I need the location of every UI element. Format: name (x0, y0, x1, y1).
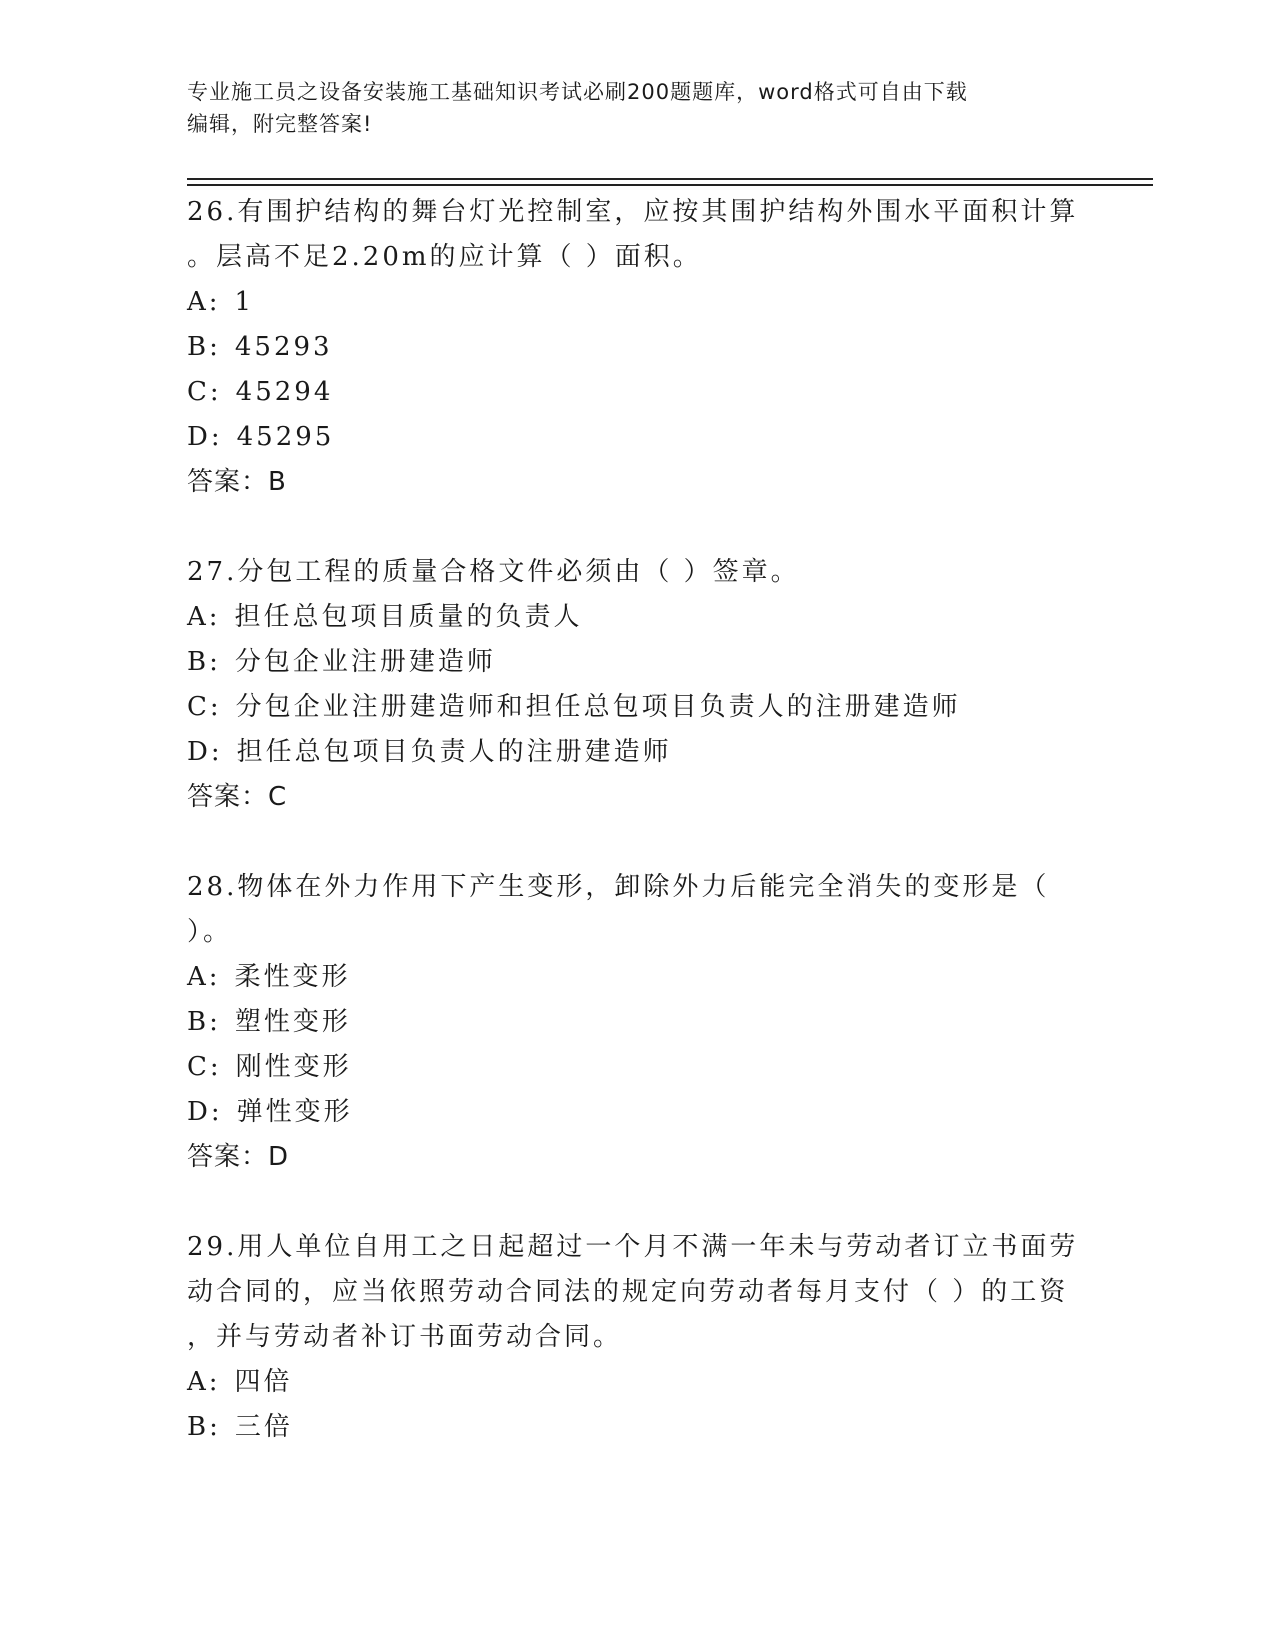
option-letter: B: (187, 647, 221, 677)
header-divider-top (187, 178, 1153, 180)
option-text: 45294 (235, 377, 334, 407)
question-spacer (187, 505, 1087, 550)
answer-option (187, 730, 1087, 775)
option-letter: B: (187, 1007, 221, 1037)
option-letter: A: (187, 1367, 221, 1397)
answer-option (187, 955, 1087, 1000)
answer-option (187, 1045, 1087, 1090)
option-text: 1 (234, 287, 255, 317)
option-text: 分包企业注册建造师 (234, 647, 496, 677)
question-block (187, 1225, 1087, 1450)
question-block (187, 865, 1087, 1180)
question-stem-line: 26.有围护结构的舞台灯光控制室，应按其围护结构外围水平面积计算 (187, 197, 1079, 227)
option-text: 弹性变形 (236, 1097, 353, 1127)
answer-option (187, 370, 1087, 415)
option-text: 塑性变形 (234, 1007, 351, 1037)
question-stem-line: 动合同的，应当依照劳动合同法的规定向劳动者每月支付（ ）的工资 (187, 1277, 1069, 1307)
answer-option (187, 1360, 1087, 1405)
option-letter: C: (187, 1052, 222, 1082)
question-stem-line: 27.分包工程的质量合格文件必须由（ ）签章。 (187, 557, 800, 587)
question-block (187, 550, 1087, 820)
header-line-1: 专业施工员之设备安装施工基础知识考试必刷200题题库，word格式可自由下载 (187, 80, 968, 104)
header-divider-bottom (187, 184, 1153, 186)
answer-option (187, 280, 1087, 325)
option-text: 45295 (236, 422, 335, 452)
answer-key: 答案：B (187, 467, 287, 497)
header-line-2: 编辑，附完整答案! (187, 112, 373, 136)
option-letter: B: (187, 332, 221, 362)
option-text: 三倍 (234, 1412, 293, 1442)
option-text: 四倍 (234, 1367, 293, 1397)
option-text: 担任总包项目负责人的注册建造师 (236, 737, 672, 767)
answer-option (187, 640, 1087, 685)
question-stem-line: 28.物体在外力作用下产生变形，卸除外力后能完全消失的变形是（ (187, 872, 1050, 902)
option-text: 柔性变形 (234, 962, 351, 992)
option-text: 分包企业注册建造师和担任总包项目负责人的注册建造师 (235, 692, 961, 722)
answer-key: 答案：C (187, 782, 288, 812)
option-letter: A: (187, 602, 221, 632)
option-letter: C: (187, 692, 222, 722)
question-spacer (187, 820, 1087, 865)
answer-option (187, 1405, 1087, 1450)
option-letter: D: (187, 1097, 223, 1127)
question-block (187, 190, 1087, 505)
answer-option (187, 325, 1087, 370)
document-header (187, 76, 1067, 140)
question-stem-line: 。层高不足2.20m的应计算（ ）面积。 (187, 242, 702, 272)
option-letter: A: (187, 962, 221, 992)
option-letter: D: (187, 737, 223, 767)
answer-option (187, 685, 1087, 730)
question-list (187, 190, 1087, 1450)
question-stem-line: 29.用人单位自用工之日起超过一个月不满一年未与劳动者订立书面劳 (187, 1232, 1079, 1262)
question-stem-line: ）。 (187, 917, 233, 947)
option-letter: D: (187, 422, 223, 452)
answer-option (187, 1000, 1087, 1045)
question-stem-line: ，并与劳动者补订书面劳动合同。 (187, 1322, 623, 1352)
answer-option (187, 595, 1087, 640)
option-letter: B: (187, 1412, 221, 1442)
answer-key: 答案：D (187, 1142, 290, 1172)
option-letter: C: (187, 377, 222, 407)
option-text: 45293 (234, 332, 333, 362)
option-text: 刚性变形 (235, 1052, 352, 1082)
answer-option (187, 415, 1087, 460)
option-text: 担任总包项目质量的负责人 (234, 602, 583, 632)
option-letter: A: (187, 287, 221, 317)
question-spacer (187, 1180, 1087, 1225)
answer-option (187, 1090, 1087, 1135)
